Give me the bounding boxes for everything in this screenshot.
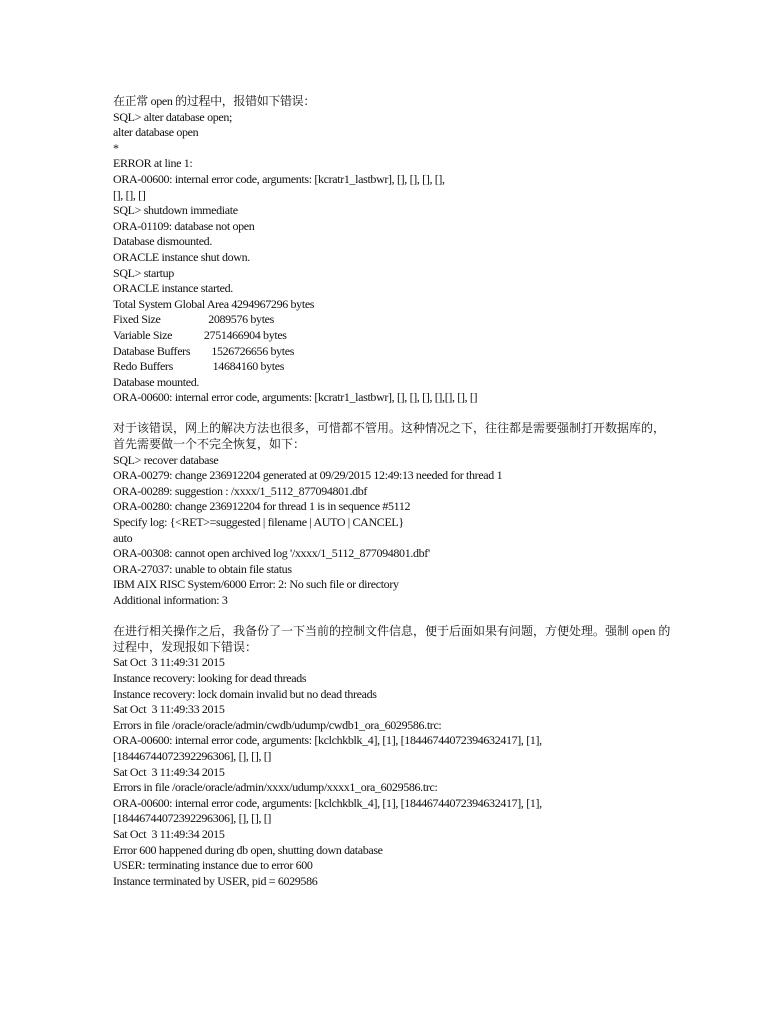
text-line: ORA-00600: internal error code, arguments: [kcratr1_lastbwr], [], [], [], [], (113, 171, 445, 186)
text-line: 在正常 open 的过程中，报错如下错误： (113, 94, 315, 108)
text-line: ORA-00600: internal error code, arguments: [kcratr1_lastbwr], [], [], [], [],[], [], [] (113, 390, 478, 405)
paragraph: 对于该错误，网上的解决方法也很多，可惜都不管用。这种情况之下，往往都是需要强制打开数据库的，首先需要做一个不完全恢复，如下： (113, 421, 666, 452)
text-line: IBM AIX RISC System/6000 Error: 2: No such file or directory (113, 577, 399, 592)
section-force-open (113, 624, 673, 889)
document-body (113, 94, 673, 889)
text-line: ORA-00279: change 236912204 generated at 09/29/2015 12:49:13 needed for thread 1 (113, 468, 503, 483)
text-line: Instance terminated by USER, pid = 6029586 (113, 873, 318, 888)
paragraph: 在进行相关操作之后，我备份了一下当前的控制文件信息，便于后面如果有问题，方便处理。强制 open 的过程中，发现报如下错误： (113, 624, 671, 654)
text-line: Errors in file /oracle/oracle/admin/cwdb/udump/cwdb1_ora_6029586.trc: (113, 717, 442, 732)
text-line: * (113, 140, 119, 155)
text-line: Sat Oct 3 11:49:33 2015 (113, 702, 225, 717)
text-line: ERROR at line 1: (113, 156, 193, 171)
text-line: SQL> alter database open; (113, 109, 232, 124)
text-line: Errors in file /oracle/oracle/admin/xxxx/udump/xxxx1_ora_6029586.trc: (113, 780, 438, 795)
text-line: auto (113, 530, 133, 545)
text-line: Sat Oct 3 11:49:34 2015 (113, 764, 225, 779)
text-line: [18446744072392296306], [], [], [] (113, 748, 272, 763)
text-line: Sat Oct 3 11:49:31 2015 (113, 655, 225, 670)
text-line: Database dismounted. (113, 234, 212, 249)
text-line: Instance recovery: lock domain invalid but no dead threads (113, 686, 377, 701)
text-line: Variable Size 2751466904 bytes (113, 327, 287, 342)
blank-line (113, 609, 673, 625)
text-line: Specify log: {<RET>=suggested | filename | AUTO | CANCEL} (113, 515, 404, 530)
text-line: SQL> startup (113, 265, 174, 280)
text-line: [18446744072392296306], [], [], [] (113, 811, 272, 826)
text-line: Instance recovery: looking for dead threads (113, 670, 307, 685)
text-line: SQL> recover database (113, 452, 219, 467)
section-recover (113, 421, 673, 608)
text-line: [], [], [] (113, 187, 146, 202)
text-line: ORACLE instance shut down. (113, 249, 250, 264)
text-line: ORA-00289: suggestion : /xxxx/1_5112_877094801.dbf (113, 483, 368, 498)
blank-line (113, 406, 673, 422)
text-line: ORA-27037: unable to obtain file status (113, 561, 292, 576)
text-line: ORA-00600: internal error code, arguments: [kclchkblk_4], [1], [18446744072394632417], [1], (113, 733, 542, 748)
text-line: Database Buffers 1526726656 bytes (113, 343, 295, 358)
text-line: ORACLE instance started. (113, 281, 233, 296)
text-line: alter database open (113, 125, 199, 140)
text-line: Sat Oct 3 11:49:34 2015 (113, 826, 225, 841)
section-open-error (113, 94, 673, 406)
text-line: USER: terminating instance due to error 600 (113, 858, 313, 873)
text-line: Database mounted. (113, 374, 200, 389)
text-line: Redo Buffers 14684160 bytes (113, 359, 285, 374)
text-line: ORA-00308: cannot open archived log '/xxxx/1_5112_877094801.dbf' (113, 546, 430, 561)
text-line: ORA-00600: internal error code, arguments: [kclchkblk_4], [1], [18446744072394632417], [1], (113, 795, 542, 810)
text-line: ORA-00280: change 236912204 for thread 1 is in sequence #5112 (113, 499, 411, 514)
text-line: Total System Global Area 4294967296 bytes (113, 296, 315, 311)
text-line: Error 600 happened during db open, shutting down database (113, 842, 383, 857)
text-line: SQL> shutdown immediate (113, 203, 238, 218)
text-line: Additional information: 3 (113, 593, 228, 607)
text-line: Fixed Size 2089576 bytes (113, 312, 274, 327)
text-line: ORA-01109: database not open (113, 218, 255, 233)
